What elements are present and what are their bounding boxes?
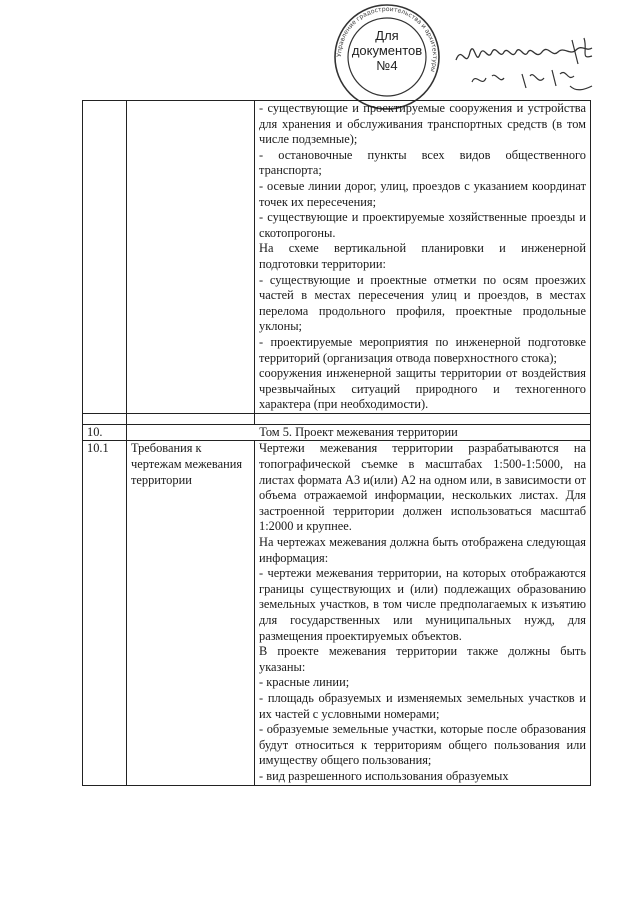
stamp-line-2: документов bbox=[351, 43, 423, 58]
content-paragraph: - вид разрешенного использования образуемых bbox=[259, 768, 509, 783]
row-content-cell bbox=[255, 101, 591, 414]
content-paragraph: - чертежи межевания территории, на которых отображаются границы существующих и (или) подлежащих образованию земельных участков, в том числе предполагаемых к изъятию для государственных или муниципальных нужд, для размещения проектируемых объектов. bbox=[259, 566, 586, 643]
signature-drawing bbox=[452, 30, 602, 100]
content-paragraph: сооружения инженерной защиты территории от воздействия чрезвычайных ситуаций природного и техногенного характера (при необходимости). bbox=[259, 366, 586, 412]
table-row-10-1 bbox=[83, 441, 591, 785]
content-paragraph: - существующие и проектируемые хозяйственные проезды и скотопрогоны. bbox=[259, 210, 586, 240]
stamp-line-3: №4 bbox=[376, 58, 398, 73]
table-row-spacer bbox=[83, 413, 591, 424]
row-label-cell bbox=[127, 101, 255, 414]
content-paragraph: - существующие и проектируемые сооружения и устройства для хранения и обслуживания транспортных средств (в том числе подземные); bbox=[259, 101, 586, 147]
content-paragraph: На схеме вертикальной планировки и инженерной подготовки территории: bbox=[259, 241, 586, 271]
table-row-section-header bbox=[83, 424, 591, 441]
content-paragraph: Чертежи межевания территории разрабатываются на топографической съемке в масштабах 1:500-1:5000, на листах формата А3 и(или) А2 на одном или, в зависимости от объема отражаемой информации, нескольких листах. Для застроенной территории должен использоваться масштаб 1:2000 и крупнее. bbox=[259, 441, 586, 534]
document-stamp bbox=[332, 2, 442, 112]
row-number-cell bbox=[83, 441, 127, 785]
requirements-table bbox=[82, 100, 590, 786]
content-paragraph: - осевые линии дорог, улиц, проездов с указанием координат точек их пересечения; bbox=[259, 178, 586, 209]
row-label-cell bbox=[127, 441, 255, 785]
content-paragraph: - существующие и проектные отметки по осям проезжих частей в местах пересечения улиц и проездов, в местах перелома продольного профиля, проектные продольные уклоны; bbox=[259, 272, 586, 334]
stamp-line-1: Для bbox=[375, 28, 399, 43]
content-paragraph: - красные линии; bbox=[259, 675, 350, 690]
row-number-cell bbox=[83, 101, 127, 414]
table-row-continuation bbox=[83, 101, 591, 414]
stamp-ring-text: Управление градостроительства и архитектуры bbox=[335, 5, 439, 73]
section-number: 10. bbox=[87, 424, 103, 439]
section-number-cell bbox=[83, 424, 127, 441]
content-paragraph: - площадь образуемых и изменяемых земельных участков и их частей с условными номерами; bbox=[259, 690, 586, 721]
content-paragraph: На чертежах межевания должна быть отображена следующая информация: bbox=[259, 535, 586, 565]
content-paragraph: - образуемые земельные участки, которые после образования будут относиться к территориям общего пользования или имуществу общего пользования; bbox=[259, 722, 586, 768]
handwritten-signature bbox=[452, 30, 602, 100]
section-title: Том 5. Проект межевания территории bbox=[259, 424, 458, 439]
row-number: 10.1 bbox=[87, 441, 109, 456]
content-paragraph: В проекте межевания территории также должны быть указаны: bbox=[259, 644, 586, 674]
content-paragraph: - остановочные пункты всех видов общественного транспорта; bbox=[259, 147, 586, 178]
row-content-cell bbox=[255, 441, 591, 785]
content-paragraph: - проектируемые мероприятия по инженерной подготовке территорий (организация отвода поверхностного стока); bbox=[259, 334, 586, 365]
section-title-cell bbox=[127, 424, 591, 441]
row-label: Требования к чертежам межевания территории bbox=[131, 441, 243, 487]
